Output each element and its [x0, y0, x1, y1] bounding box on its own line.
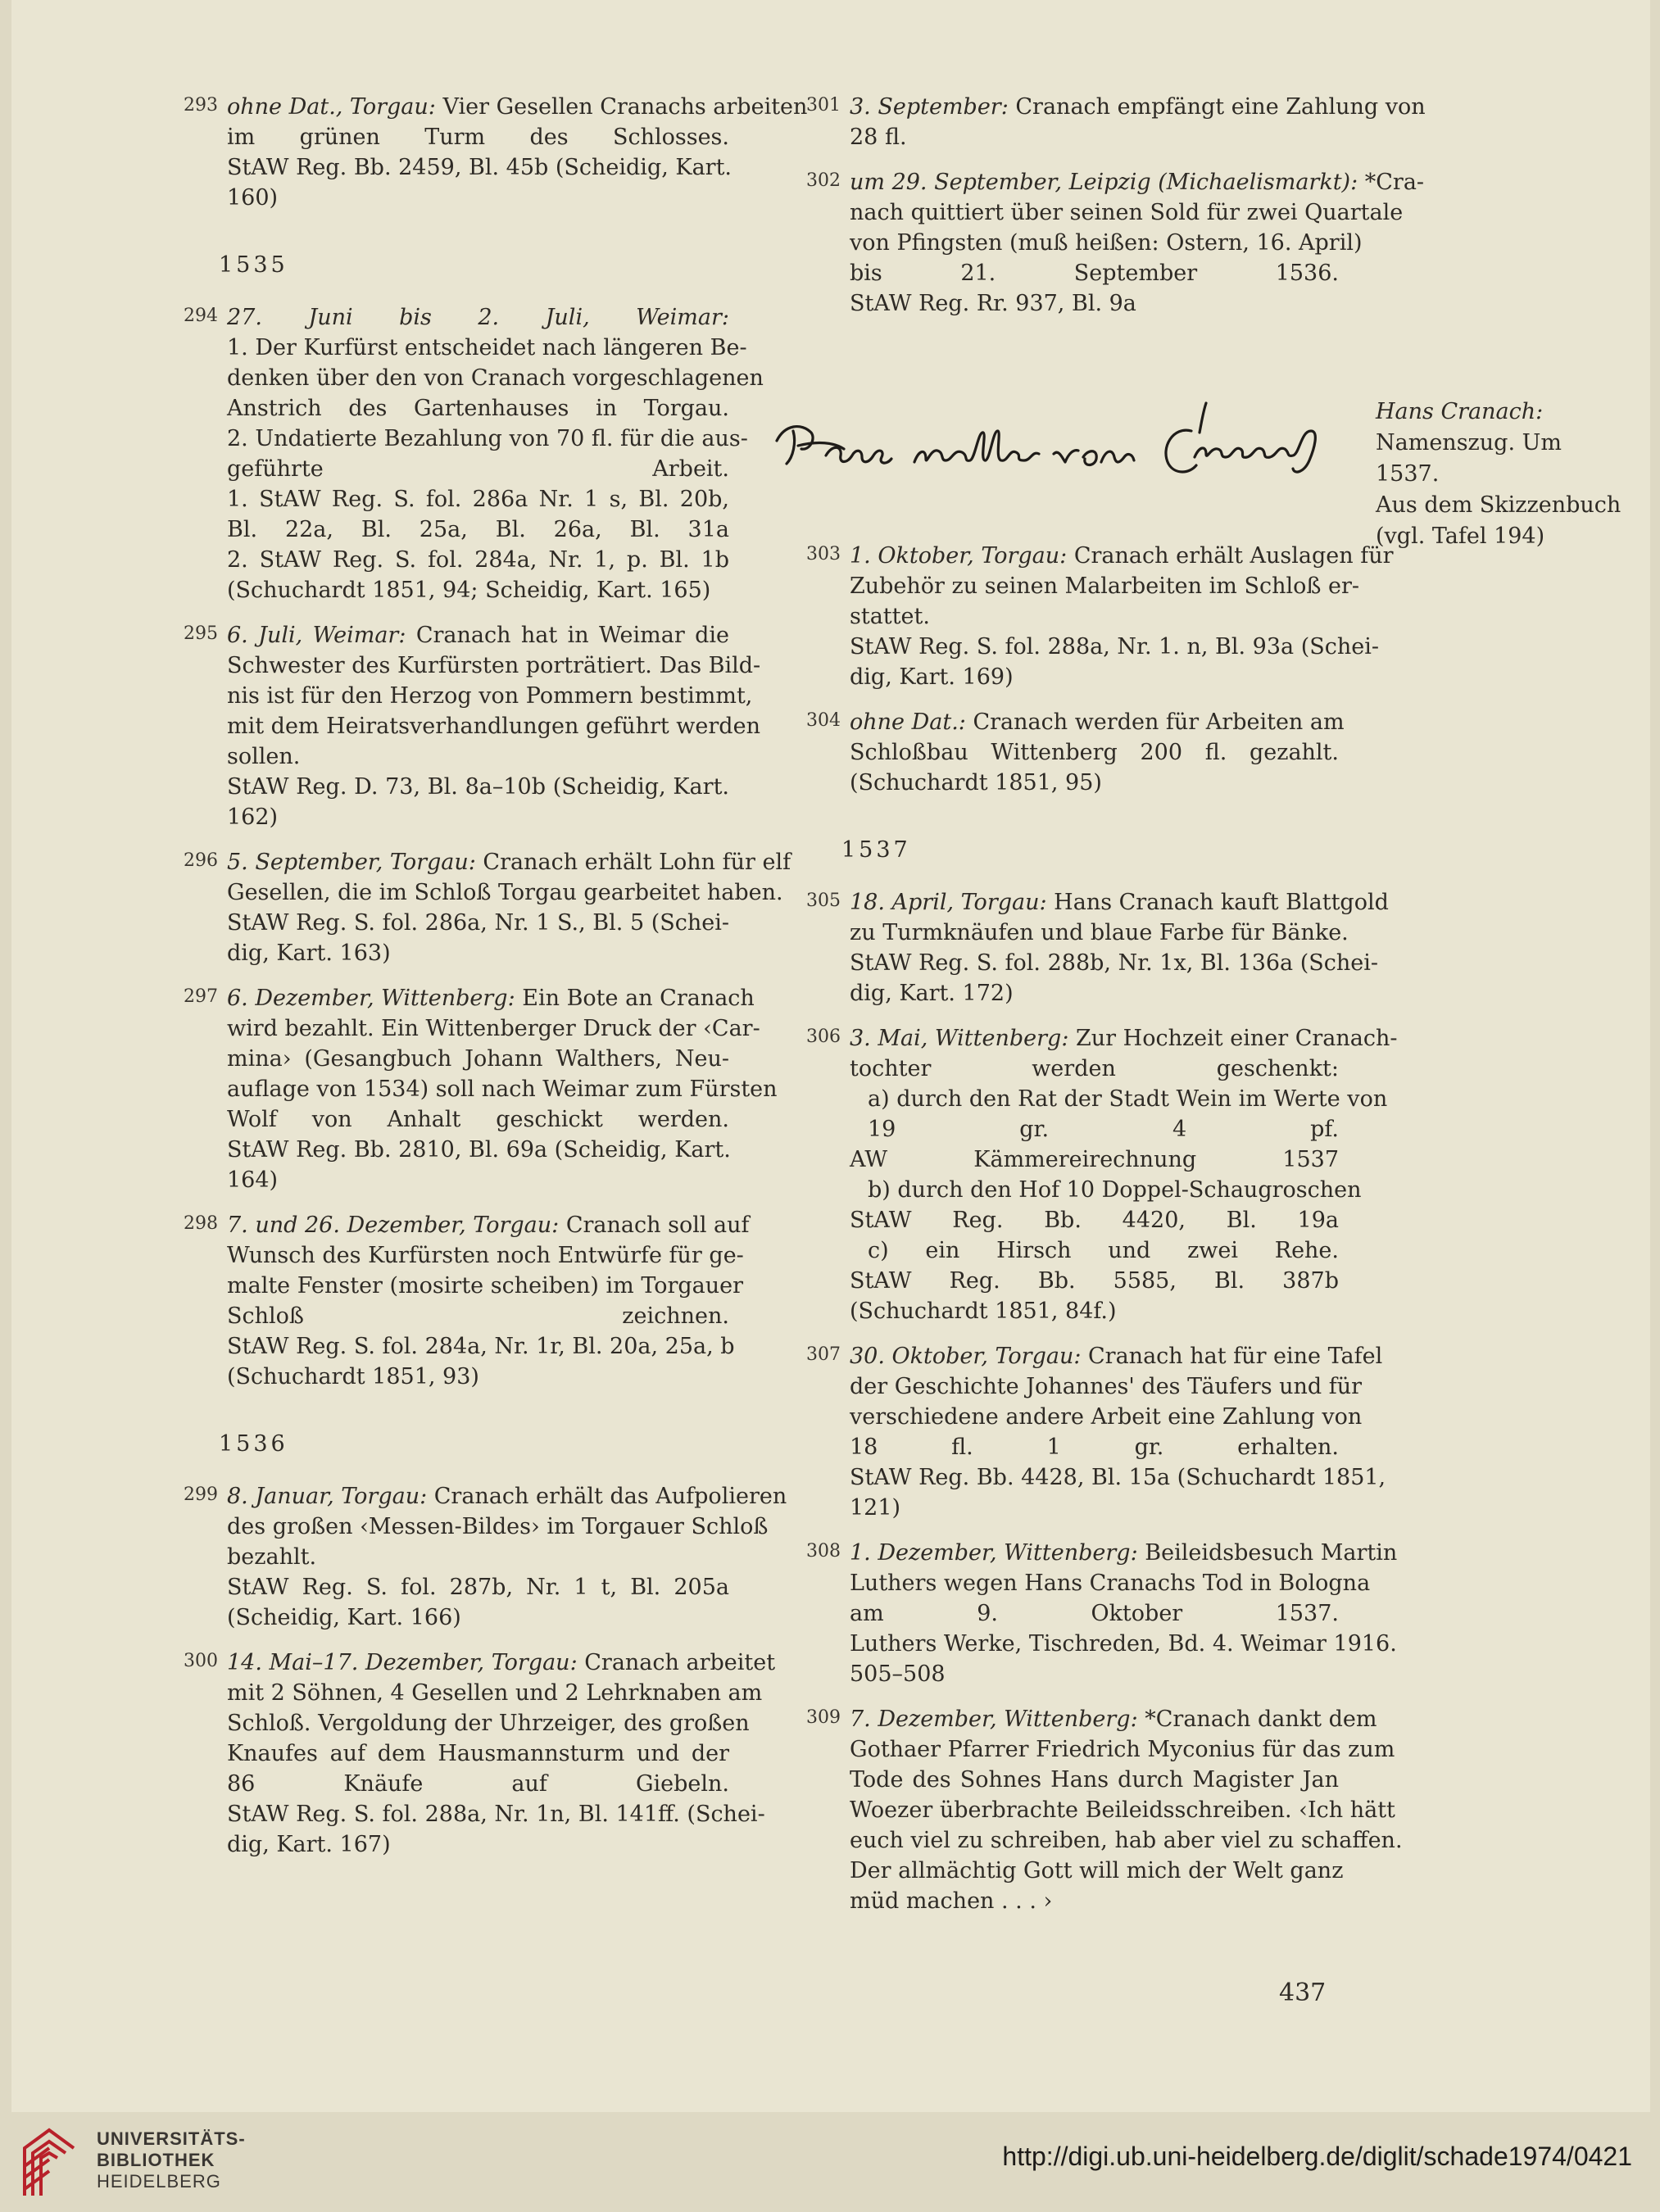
entry-line [227, 1572, 729, 1602]
institution-line: BIBLIOTHEK [97, 2150, 215, 2170]
entry-text: auflage von 1534) soll nach Weimar zum Fürsten [227, 1077, 778, 1102]
entry-date-place: 8. Januar, Torgau: [227, 1484, 428, 1509]
entry-line [850, 1175, 1362, 1205]
entry-text: am 9. Oktober 1537. [850, 1601, 1339, 1626]
entry-text: Cranach erhält Lohn für elf [475, 850, 791, 875]
entry-line [850, 1568, 1371, 1598]
catalog-entry [184, 302, 764, 605]
entry-number: 297 [184, 986, 218, 1007]
entry-line [850, 887, 1389, 918]
entry-text: StAW Reg. Rr. 937, Bl. 9a [850, 291, 1136, 316]
entry-text: 162) [227, 805, 279, 830]
entry-number: 303 [806, 544, 841, 564]
entry-number: 294 [184, 306, 218, 326]
entry-line [227, 681, 753, 711]
entry-line [227, 877, 783, 908]
entry-text: 160) [227, 185, 279, 211]
catalog-entry [806, 1704, 1403, 1916]
entry-text: 2. Undatierte Bezahlung von 70 fl. für die aus- [227, 426, 748, 451]
entry-line [850, 1145, 1339, 1175]
entry-text: malte Fenster (mosirte scheiben) im Torgauer [227, 1273, 744, 1299]
institution-name [97, 2128, 246, 2192]
entry-text: mina› (Gesangbuch Johann Walthers, Neu- [227, 1046, 729, 1072]
entry-text: (Schuchardt 1851, 93) [227, 1364, 479, 1389]
entry-line [850, 1371, 1363, 1402]
left-column [184, 92, 808, 1874]
entry-text: c) ein Hirsch und zwei Rehe. [868, 1238, 1339, 1263]
catalog-entry [184, 1210, 750, 1392]
entry-text: im grünen Turm des Schlosses. [227, 125, 729, 150]
entry-text: der Geschichte Johannes' des Täufers und für [850, 1374, 1363, 1399]
entry-line [227, 1331, 735, 1362]
catalog-entry [184, 1648, 776, 1860]
catalog-entry [184, 620, 761, 832]
entry-line [850, 1341, 1383, 1371]
entry-text: Cranach werden für Arbeiten am [965, 709, 1345, 735]
entry-date-place: 6. Juli, Weimar: [227, 623, 406, 648]
footer-bar [0, 2112, 1660, 2212]
catalog-entry [806, 541, 1394, 692]
entry-text: sollen. [227, 744, 301, 769]
entry-text: Luthers wegen Hans Cranachs Tod in Bologna [850, 1571, 1371, 1596]
entry-line [227, 333, 747, 363]
entry-line [850, 1114, 1339, 1145]
entry-text: tochter werden geschenkt: [850, 1056, 1339, 1081]
entry-date-place: 7. und 26. Dezember, Torgau: [227, 1213, 560, 1238]
entry-date-place: um 29. September, Leipzig (Michaelismarkt): [850, 170, 1358, 195]
entry-text: *Cranach dankt dem [1137, 1707, 1377, 1732]
entry-number: 308 [806, 1541, 841, 1562]
year-heading: 1536 [219, 1431, 288, 1457]
entry-text: nis ist für den Herzog von Pommern bestimmt, [227, 683, 753, 709]
entry-line [850, 1205, 1339, 1235]
entry-line [850, 1659, 1339, 1689]
entry-text: Zubehör zu seinen Malarbeiten im Schloß er- [850, 573, 1359, 599]
entry-line [850, 228, 1363, 258]
entry-line [227, 1648, 776, 1678]
entry-line [850, 571, 1359, 601]
entry-line [227, 1271, 744, 1301]
catalog-entry [806, 707, 1345, 798]
entry-line [227, 1542, 729, 1572]
entry-number: 309 [806, 1707, 841, 1728]
signature-image [769, 392, 1342, 496]
entry-line [850, 1629, 1397, 1659]
entry-line [227, 1240, 744, 1271]
entry-line [227, 1481, 787, 1512]
entry-text: StAW Reg. D. 73, Bl. 8a–10b (Scheidig, Kart. [227, 774, 729, 800]
entry-text: bezahlt. [227, 1544, 317, 1570]
entry-text: StAW Reg. Bb. 4420, Bl. 19a [850, 1208, 1339, 1233]
entry-text: bis 21. September 1536. [850, 261, 1339, 286]
entry-text: Anstrich des Gartenhauses in Torgau. [227, 396, 729, 421]
entry-line [850, 1296, 1339, 1326]
entry-text: Bl. 22a, Bl. 25a, Bl. 26a, Bl. 31a [227, 517, 729, 542]
entry-line [850, 978, 1339, 1009]
entry-line [227, 1738, 729, 1769]
institution-line: HEIDELBERG [97, 2171, 221, 2192]
entry-line [227, 908, 729, 938]
entry-text: dig, Kart. 167) [227, 1832, 391, 1857]
university-logo-icon [18, 2124, 80, 2199]
entry-line [850, 768, 1339, 798]
entry-number: 298 [184, 1213, 218, 1234]
entry-text: 505–508 [850, 1661, 946, 1687]
entry-line [227, 650, 761, 681]
entry-text: StAW Reg. S. fol. 284a, Nr. 1r, Bl. 20a, 25a, b [227, 1334, 735, 1359]
entry-line [850, 1886, 1339, 1916]
entry-text: wird bezahlt. Ein Wittenberger Druck der ‹Car- [227, 1016, 760, 1041]
entry-line [227, 1678, 763, 1708]
entry-line [227, 1074, 778, 1104]
entry-line [850, 1825, 1403, 1856]
entry-text: StAW Reg. S. fol. 288b, Nr. 1x, Bl. 136a (Schei- [850, 950, 1379, 976]
entry-text: Woezer überbrachte Beileidsschreiben. ‹Ich hätt [850, 1797, 1395, 1823]
signature-drawing [769, 392, 1342, 496]
entry-number: 296 [184, 850, 218, 871]
entry-text: Cranach hat für eine Tafel [1081, 1344, 1383, 1369]
entry-text: Schloßbau Wittenberg 200 fl. gezahlt. [850, 740, 1339, 765]
right-column-bottom [806, 541, 1403, 1931]
entry-line [227, 1104, 729, 1135]
entry-text: 19 gr. 4 pf. [868, 1117, 1339, 1142]
entry-line [850, 1765, 1339, 1795]
entry-text: geführte Arbeit. [227, 456, 729, 482]
entry-line [227, 363, 764, 393]
catalog-entry [184, 1481, 787, 1633]
entry-date-place: 7. Dezember, Wittenberg: [850, 1707, 1138, 1732]
entry-text: Der allmächtig Gott will mich der Welt ganz [850, 1858, 1344, 1883]
book-page [11, 0, 1650, 2112]
entry-text: 164) [227, 1167, 279, 1193]
entry-line [227, 1165, 729, 1195]
entry-line [850, 197, 1404, 228]
entry-date-place: 14. Mai–17. Dezember, Torgau: [227, 1650, 578, 1675]
entry-line [227, 938, 729, 968]
catalog-entry [184, 847, 791, 968]
entry-text: Tode des Sohnes Hans durch Magister Jan [850, 1767, 1339, 1793]
entry-line [850, 1432, 1339, 1462]
entry-line [227, 847, 791, 877]
entry-line [227, 1829, 729, 1860]
entry-text: AW Kämmereirechnung 1537 [850, 1147, 1339, 1172]
entry-text: (Schuchardt 1851, 84f.) [850, 1299, 1117, 1324]
entry-line [850, 1054, 1339, 1084]
entry-line [850, 662, 1339, 692]
entry-text: (Scheidig, Kart. 166) [227, 1605, 461, 1630]
entry-date-place: 3. September: [850, 94, 1009, 120]
entry-text: denken über den von Cranach vorgeschlagenen [227, 365, 764, 391]
entry-text: Cranach erhält Auslagen für [1067, 543, 1394, 569]
entry-line [850, 948, 1379, 978]
entry-line [850, 1538, 1398, 1568]
catalog-entry [806, 1538, 1398, 1689]
entry-number: 304 [806, 710, 841, 731]
entry-line [850, 1704, 1377, 1734]
entry-text: mit dem Heiratsverhandlungen geführt werden [227, 714, 760, 739]
entry-line [850, 707, 1345, 737]
entry-text: nach quittiert über seinen Sold für zwei Quartale [850, 200, 1404, 225]
entry-line [850, 1402, 1363, 1432]
entry-text: 2. StAW Reg. S. fol. 284a, Nr. 1, p. Bl. 1b [227, 547, 729, 573]
entry-text: Hans Cranach kauft Blattgold [1046, 890, 1389, 915]
year-heading: 1535 [219, 252, 288, 278]
entry-number: 302 [806, 170, 841, 191]
catalog-entry [184, 983, 778, 1195]
catalog-entry [806, 1341, 1386, 1523]
year-heading: 1537 [841, 837, 911, 863]
entry-line [227, 183, 729, 213]
entry-text: 18 fl. 1 gr. erhalten. [850, 1435, 1339, 1460]
entry-text: dig, Kart. 163) [227, 941, 391, 966]
entry-text: Cranach hat in Weimar die [406, 623, 730, 648]
entry-text: des großen ‹Messen-Bildes› im Torgauer Schloß [227, 1514, 769, 1539]
entry-text: Wolf von Anhalt geschickt werden. [227, 1107, 729, 1132]
institution-line: UNIVERSITÄTS- [97, 2128, 246, 2149]
entry-date-place: 18. April, Torgau: [850, 890, 1047, 915]
catalog-entry [184, 92, 808, 213]
entry-text: StAW Reg. S. fol. 288a, Nr. 1. n, Bl. 93a (Schei- [850, 634, 1379, 660]
entry-text: Beileidsbesuch Martin [1137, 1540, 1398, 1566]
entry-text: stattet. [850, 604, 930, 629]
entry-line [850, 1023, 1398, 1054]
entry-text: StAW Reg. S. fol. 287b, Nr. 1 t, Bl. 205a [227, 1575, 729, 1600]
entry-line [227, 1044, 729, 1074]
entry-text: (Schuchardt 1851, 95) [850, 770, 1102, 796]
entry-line [850, 1795, 1395, 1825]
entry-text: Ein Bote an Cranach [515, 986, 755, 1011]
entry-line [850, 1235, 1339, 1266]
entry-line [227, 122, 729, 152]
entry-line [850, 1462, 1386, 1493]
entry-text: StAW Reg. Bb. 2810, Bl. 69a (Scheidig, Kart. [227, 1137, 731, 1163]
entry-date-place: ohne Dat., Torgau: [227, 94, 436, 120]
entry-text: Knaufes auf dem Hausmannsturm und der [227, 1741, 729, 1766]
entry-line [227, 1362, 729, 1392]
entry-line [227, 152, 732, 183]
entry-text: Gothaer Pfarrer Friedrich Myconius für das zum [850, 1737, 1395, 1762]
entry-line [227, 741, 729, 772]
entry-line [850, 632, 1379, 662]
entry-text: verschiedene andere Arbeit eine Zahlung von [850, 1404, 1363, 1430]
entry-line [850, 288, 1339, 319]
entry-line [227, 575, 729, 605]
entry-text: euch viel zu schreiben, hab aber viel zu schaffen. [850, 1828, 1403, 1853]
entry-text: 28 fl. [850, 125, 907, 150]
entry-text: *Cra- [1358, 170, 1425, 195]
entry-number: 300 [184, 1651, 218, 1671]
entry-text: Cranach empfängt eine Zahlung von [1008, 94, 1426, 120]
entry-line [850, 918, 1349, 948]
entry-text: müd machen . . . › [850, 1888, 1053, 1914]
entry-line [227, 1135, 729, 1165]
entry-text: Gesellen, die im Schloß Torgau gearbeitet haben. [227, 880, 783, 905]
entry-line [227, 620, 729, 650]
entry-date-place: 6. Dezember, Wittenberg: [227, 986, 515, 1011]
entry-line [850, 737, 1339, 768]
entry-number: 307 [806, 1344, 841, 1365]
entry-line [227, 92, 808, 122]
entry-number: 293 [184, 95, 218, 116]
entry-line [850, 92, 1426, 122]
catalog-entry [806, 167, 1425, 319]
entry-date-place: 5. September, Torgau: [227, 850, 476, 875]
caption-line: Aus dem Skizzenbuch [1376, 492, 1621, 518]
entry-line [227, 424, 748, 454]
entry-date-place: 1. Oktober, Torgau: [850, 543, 1068, 569]
entry-line [227, 393, 729, 424]
entry-text: StAW Reg. S. fol. 288a, Nr. 1n, Bl. 141ff. (Schei- [227, 1802, 765, 1827]
entry-text: Cranach arbeitet [577, 1650, 776, 1675]
entry-line [850, 1734, 1395, 1765]
entry-number: 306 [806, 1027, 841, 1047]
entry-text: Schloß. Vergoldung der Uhrzeiger, des großen [227, 1711, 750, 1736]
entry-text: Schwester des Kurfürsten porträtiert. Das Bild- [227, 653, 761, 678]
entry-line [227, 1210, 750, 1240]
signature-caption [1376, 397, 1621, 552]
entry-text: Cranach soll auf [559, 1213, 750, 1238]
entry-date-place: 1. Dezember, Wittenberg: [850, 1540, 1138, 1566]
entry-line [227, 454, 729, 484]
entry-line [227, 1512, 769, 1542]
entry-number: 295 [184, 623, 218, 644]
entry-text: StAW Reg. Bb. 2459, Bl. 45b (Scheidig, Kart. [227, 155, 732, 180]
entry-line [227, 484, 729, 514]
entry-text: mit 2 Söhnen, 4 Gesellen und 2 Lehrknaben am [227, 1680, 763, 1706]
entry-line [850, 541, 1394, 571]
caption-line: (vgl. Tafel 194) [1376, 524, 1545, 549]
catalog-entry [806, 1023, 1398, 1326]
entry-text: Schloß zeichnen. [227, 1303, 729, 1329]
entry-line [227, 772, 729, 802]
entry-line [227, 1013, 760, 1044]
entry-line [850, 1084, 1388, 1114]
entry-line [850, 167, 1425, 197]
source-url-link[interactable]: http://digi.ub.uni-heidelberg.de/diglit/schade1974/0421 [1002, 2142, 1632, 2171]
entry-date-place: 30. Oktober, Torgau: [850, 1344, 1082, 1369]
entry-text: Vier Gesellen Cranachs arbeiten [435, 94, 808, 120]
entry-line [227, 1602, 729, 1633]
entry-text: a) durch den Rat der Stadt Wein im Werte von [868, 1086, 1388, 1112]
entry-line [227, 545, 729, 575]
entry-line [850, 601, 1339, 632]
entry-line [227, 1301, 729, 1331]
entry-text: b) durch den Hof 10 Doppel-Schaugroschen [868, 1177, 1362, 1203]
entry-text: Luthers Werke, Tischreden, Bd. 4. Weimar 1916. [850, 1631, 1397, 1657]
entry-line [227, 302, 729, 333]
caption-title: Hans Cranach: [1376, 399, 1544, 424]
entry-text: (Schuchardt 1851, 94; Scheidig, Kart. 165) [227, 578, 711, 603]
entry-date-place: 3. Mai, Wittenberg: [850, 1026, 1069, 1051]
entry-text: 121) [850, 1495, 901, 1521]
entry-text: Cranach erhält das Aufpolieren [427, 1484, 787, 1509]
entry-text: StAW Reg. S. fol. 286a, Nr. 1 S., Bl. 5 (Schei- [227, 910, 729, 936]
entry-text: dig, Kart. 169) [850, 664, 1014, 690]
entry-line [850, 1856, 1344, 1886]
entry-text: StAW Reg. Bb. 5585, Bl. 387b [850, 1268, 1339, 1294]
entry-text: von Pfingsten (muß heißen: Ostern, 16. April) [850, 230, 1363, 256]
entry-date-place: ohne Dat.: [850, 709, 966, 735]
entry-line [227, 514, 729, 545]
entry-line [850, 122, 1339, 152]
entry-number: 305 [806, 891, 841, 911]
catalog-entry [806, 887, 1389, 1009]
catalog-entry [806, 92, 1426, 152]
entry-date-place: 27. Juni bis 2. Juli, Weimar: [227, 305, 729, 330]
entry-line [227, 1799, 765, 1829]
entry-line [227, 1769, 729, 1799]
entry-text: Zur Hochzeit einer Cranach- [1068, 1026, 1398, 1051]
entry-text: 86 Knäufe auf Giebeln. [227, 1771, 729, 1797]
entry-text: dig, Kart. 172) [850, 981, 1014, 1006]
entry-line [850, 258, 1339, 288]
entry-number: 299 [184, 1484, 218, 1505]
caption-line: Namenszug. Um 1537. [1376, 430, 1562, 487]
entry-text: zu Turmknäufen und blaue Farbe für Bänke. [850, 920, 1349, 945]
entry-text: Wunsch des Kurfürsten noch Entwürfe für ge- [227, 1243, 744, 1268]
right-column-top [806, 92, 1426, 333]
entry-line [850, 1598, 1339, 1629]
entry-line [227, 1708, 750, 1738]
entry-text: 1. StAW Reg. S. fol. 286a Nr. 1 s, Bl. 20b, [227, 487, 729, 512]
entry-line [850, 1266, 1339, 1296]
entry-line [227, 711, 760, 741]
entry-line [227, 983, 755, 1013]
entry-text: StAW Reg. Bb. 4428, Bl. 15a (Schuchardt 1851, [850, 1465, 1386, 1490]
entry-text: 1. Der Kurfürst entscheidet nach längeren Be- [227, 335, 747, 360]
entry-line [850, 1493, 1339, 1523]
entry-number: 301 [806, 95, 841, 116]
entry-line [227, 802, 729, 832]
page-number: 437 [1279, 1979, 1327, 2007]
